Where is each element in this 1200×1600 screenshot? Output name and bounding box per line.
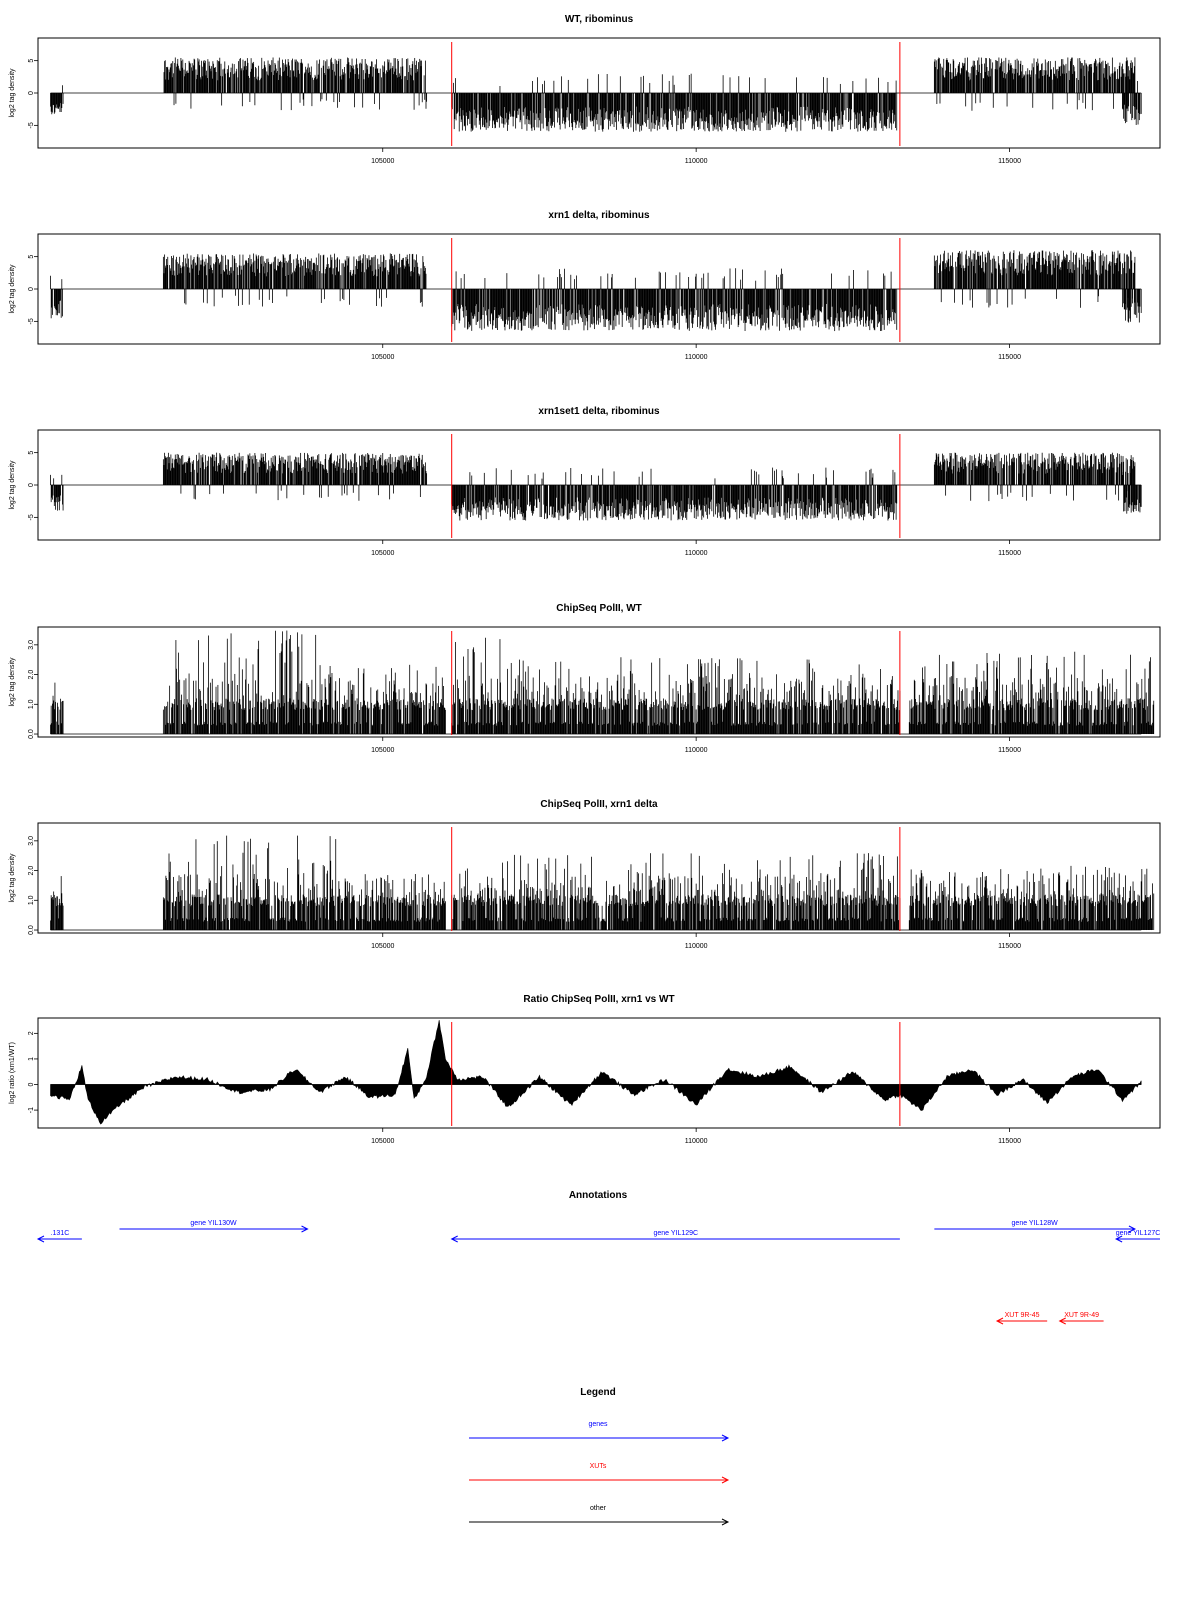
x-tick-label: 115000: [998, 158, 1021, 165]
x-tick-label: 105000: [371, 158, 395, 165]
y-tick-label: 5: [27, 58, 35, 63]
y-axis: [9, 451, 38, 521]
panel-4: [9, 603, 1160, 754]
y-tick-label: -5: [27, 318, 35, 325]
data-bars: [51, 453, 1142, 521]
y-axis-label: log2 tag density: [8, 264, 16, 314]
x-tick-label: 110000: [684, 158, 708, 165]
data-bars: [51, 631, 1154, 734]
panel-2: [9, 210, 1160, 361]
y-tick-label: 5: [27, 254, 35, 259]
x-tick-label: 105000: [371, 354, 395, 361]
y-axis-label: log2 tag density: [8, 68, 16, 118]
panel-title: WT, ribominus: [564, 14, 634, 25]
y-tick-label: -5: [27, 514, 35, 521]
x-axis: [371, 344, 1021, 361]
x-tick-label: 105000: [371, 550, 395, 557]
x-axis: [371, 148, 1021, 165]
x-tick-label: 115000: [998, 354, 1021, 361]
panel-3: [9, 406, 1160, 557]
panel-title: xrn1 delta, ribominus: [548, 210, 650, 221]
panel-title: ChipSeq PolII, WT: [556, 603, 642, 614]
x-axis: [371, 540, 1021, 557]
y-axis: [9, 255, 38, 325]
data-bars: [51, 250, 1142, 331]
y-tick-label: 0: [27, 287, 35, 291]
x-tick-label: 115000: [998, 550, 1021, 557]
y-axis: [9, 59, 38, 129]
x-tick-label: 110000: [684, 354, 708, 361]
track-panels: [9, 14, 1160, 1145]
y-axis-label: log2 tag density: [8, 460, 16, 510]
panel-title: xrn1set1 delta, ribominus: [538, 406, 660, 417]
y-tick-label: 5: [27, 450, 35, 455]
y-tick-label: -5: [27, 122, 35, 129]
x-tick-label: 110000: [684, 550, 708, 557]
y-tick-label: 0: [27, 483, 35, 487]
data-bars: [51, 57, 1142, 131]
panel-1: [9, 14, 1160, 165]
y-tick-label: 0: [27, 91, 35, 95]
